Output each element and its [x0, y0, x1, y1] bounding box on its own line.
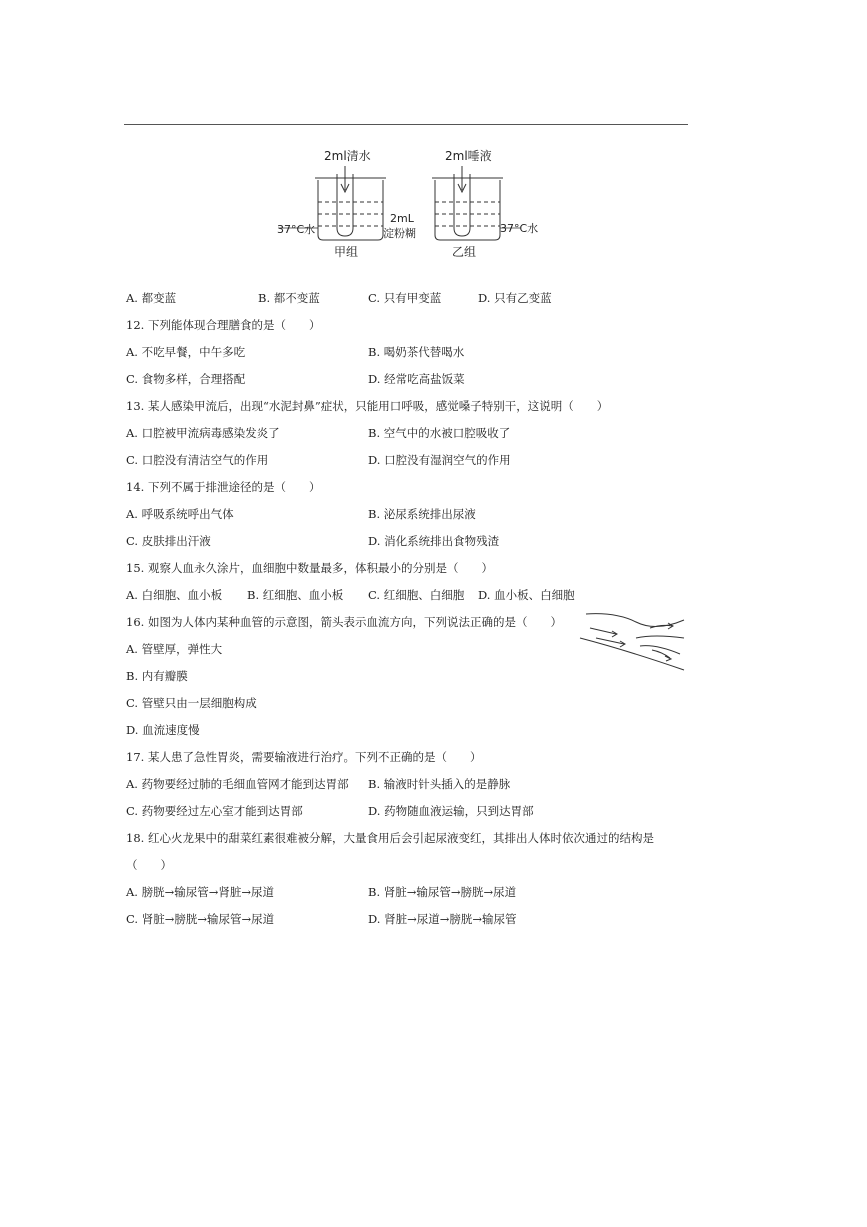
q11-option-c: C. 只有甲变蓝 [368, 291, 442, 305]
q17-option-a: A. 药物要经过肺的毛细血管网才能到达胃部 [126, 777, 349, 791]
q13-option-b: B. 空气中的水被口腔吸收了 [368, 426, 511, 440]
q13-option-c: C. 口腔没有清洁空气的作用 [126, 453, 269, 467]
experiment-figure [270, 140, 550, 265]
label-right-bath: 37°C水 [500, 222, 539, 235]
q12-option-b: B. 喝奶茶代替喝水 [368, 345, 465, 359]
label-saliva: 2ml唾液 [445, 149, 492, 163]
label-left-bath: 37°C水 [277, 223, 316, 236]
q18-option-d: D. 肾脏→尿道→膀胱→输尿管 [368, 912, 517, 926]
q13-option-a: A. 口腔被甲流病毒感染发炎了 [126, 426, 280, 440]
q16-option-d: D. 血流速度慢 [126, 723, 200, 737]
q17-stem: 17. 某人患了急性胃炎，需要输液进行治疗。下列不正确的是（ ） [126, 750, 482, 764]
q15-option-b: B. 红细胞、血小板 [247, 588, 344, 602]
q16-option-a: A. 管壁厚，弹性大 [126, 642, 223, 656]
q17-option-d: D. 药物随血液运输，只到达胃部 [368, 804, 534, 818]
label-group-b: 乙组 [452, 245, 477, 259]
q18-option-a: A. 膀胱→输尿管→肾脏→尿道 [126, 885, 275, 899]
label-group-a: 甲组 [334, 245, 359, 259]
q14-option-b: B. 泌尿系统排出尿液 [368, 507, 476, 521]
q16-option-c: C. 管壁只由一层细胞构成 [126, 696, 257, 710]
q18-stem-cont: （ ） [126, 858, 172, 872]
q14-option-d: D. 消化系统排出食物残渣 [368, 534, 500, 548]
q13-option-d: D. 口腔没有湿润空气的作用 [368, 453, 511, 467]
label-water: 2ml清水 [324, 149, 371, 163]
q18-option-c: C. 肾脏→膀胱→输尿管→尿道 [126, 912, 275, 926]
q11-option-a: A. 都变蓝 [126, 291, 177, 305]
q14-stem: 14. 下列不属于排泄途径的是（ ） [126, 480, 321, 494]
q12-stem: 12. 下列能体现合理膳食的是（ ） [126, 318, 321, 332]
q12-option-d: D. 经常吃高盐饭菜 [368, 372, 465, 386]
top-rule [124, 124, 688, 125]
label-starch: 淀粉糊 [383, 227, 416, 240]
q14-option-a: A. 呼吸系统呼出气体 [126, 507, 234, 521]
q17-option-c: C. 药物要经过左心室才能到达胃部 [126, 804, 303, 818]
q14-option-c: C. 皮肤排出汗液 [126, 534, 211, 548]
q11-option-d: D. 只有乙变蓝 [478, 291, 552, 305]
q16-option-b: B. 内有瓣膜 [126, 669, 188, 683]
blood-vessel-figure [576, 608, 688, 672]
q12-option-c: C. 食物多样，合理搭配 [126, 372, 246, 386]
q11-option-b: B. 都不变蓝 [258, 291, 320, 305]
q18-stem: 18. 红心火龙果中的甜菜红素很难被分解，大量食用后会引起尿液变红，其排出人体时依次通过的结构是 [126, 831, 654, 845]
q15-option-a: A. 白细胞、血小板 [126, 588, 223, 602]
q16-stem: 16. 如图为人体内某种血管的示意图，箭头表示血流方向，下列说法正确的是（ ） [126, 615, 562, 629]
q15-option-d: D. 血小板、白细胞 [478, 588, 575, 602]
label-2ml: 2mL [390, 212, 414, 225]
q12-option-a: A. 不吃早餐，中午多吃 [126, 345, 246, 359]
q13-stem: 13. 某人感染甲流后，出现“水泥封鼻”症状，只能用口呼吸，感觉嗓子特别干，这说明（ ） [126, 399, 609, 413]
q15-option-c: C. 红细胞、白细胞 [368, 588, 465, 602]
q18-option-b: B. 肾脏→输尿管→膀胱→尿道 [368, 885, 517, 899]
q15-stem: 15. 观察人血永久涂片，血细胞中数量最多，体积最小的分别是（ ） [126, 561, 493, 575]
q17-option-b: B. 输液时针头插入的是静脉 [368, 777, 511, 791]
